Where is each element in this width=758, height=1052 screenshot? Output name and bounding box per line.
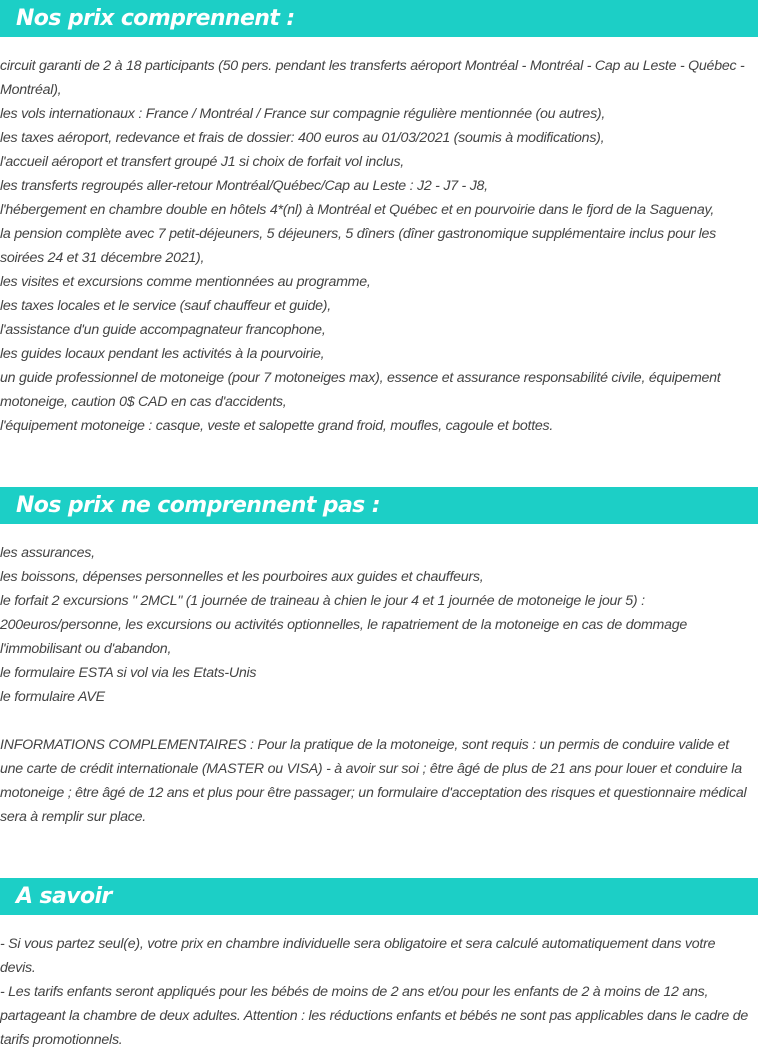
- list-item: un guide professionnel de motoneige (pour 7 motoneiges max), essence et assurance responsabilité civile, équipement motoneige, caution 0$ CAD en cas d'accidents,: [0, 370, 721, 410]
- list-item: les vols internationaux : France / Montréal / France sur compagnie régulière mentionnée (ou autres),: [0, 106, 606, 122]
- section-body-included: [0, 54, 752, 438]
- list-item: l'accueil aéroport et transfert groupé J1 si choix de forfait vol inclus,: [0, 154, 404, 170]
- list-item: les boissons, dépenses personnelles et les pourboires aux guides et chauffeurs,: [0, 569, 484, 585]
- paragraph-spacer: [0, 709, 752, 733]
- list-item: le formulaire ESTA si vol via les Etats-Unis: [0, 665, 257, 681]
- list-item: - Les tarifs enfants seront appliqués pour les bébés de moins de 2 ans et/ou pour les enfants de 2 à moins de 12 ans, partageant la chambre de deux adultes. Attention : les réductions enfants et bébés ne sont pas applicables dans le cadre de tarifs promotionnels.: [0, 984, 748, 1048]
- list-item: - Si vous partez seul(e), votre prix en chambre individuelle sera obligatoire et sera calculé automatiquement dans votre devis.: [0, 936, 716, 976]
- additional-info-paragraph: INFORMATIONS COMPLEMENTAIRES : Pour la pratique de la motoneige, sont requis : un permis de conduire valide et une carte de crédit internationale (MASTER ou VISA) - à avoir sur soi ; être âgé de plus de 21 ans pour louer et conduire la motoneige ; être âgé de 12 ans et plus pour être passager; un formulaire d'acceptation des risques et questionnaire médical sera à remplir sur place.: [0, 737, 747, 825]
- list-item: l'assistance d'un guide accompagnateur francophone,: [0, 322, 326, 338]
- list-item: l'équipement motoneige : casque, veste et salopette grand froid, moufles, cagoule et bottes.: [0, 418, 554, 434]
- list-item: circuit garanti de 2 à 18 participants (50 pers. pendant les transferts aéroport Montréal - Montréal - Cap au Leste - Québec - Montréal),: [0, 58, 745, 98]
- list-item: les visites et excursions comme mentionnées au programme,: [0, 274, 371, 290]
- list-item: la pension complète avec 7 petit-déjeuners, 5 déjeuners, 5 dîners (dîner gastronomique supplémentaire inclus pour les soirées 24 et 31 décembre 2021),: [0, 226, 717, 266]
- section-body-good-to-know: [0, 932, 752, 1052]
- list-item: l'hébergement en chambre double en hôtels 4*(nl) à Montréal et Québec et en pourvoirie dans le fjord de la Saguenay,: [0, 202, 715, 218]
- list-item: les transferts regroupés aller-retour Montréal/Québec/Cap au Leste : J2 - J7 - J8,: [0, 178, 488, 194]
- section-title-good-to-know: A savoir: [0, 878, 758, 915]
- section-title-not-included: Nos prix ne comprennent pas :: [0, 487, 758, 524]
- list-item: le forfait 2 excursions " 2MCL" (1 journée de traineau à chien le jour 4 et 1 journée de motoneige le jour 5) : 200euros/personne, les excursions ou activités optionnelles, le rapatriement de la motoneige en cas de dommage l'immobilisant ou d'abandon,: [0, 593, 688, 657]
- section-title-included: Nos prix comprennent :: [0, 0, 758, 37]
- list-item: les assurances,: [0, 545, 95, 561]
- list-item: les guides locaux pendant les activités à la pourvoirie,: [0, 346, 325, 362]
- list-item: les taxes aéroport, redevance et frais de dossier: 400 euros au 01/03/2021 (soumis à modifications),: [0, 130, 605, 146]
- list-item: le formulaire AVE: [0, 689, 105, 705]
- list-item: les taxes locales et le service (sauf chauffeur et guide),: [0, 298, 331, 314]
- section-body-not-included: [0, 541, 752, 829]
